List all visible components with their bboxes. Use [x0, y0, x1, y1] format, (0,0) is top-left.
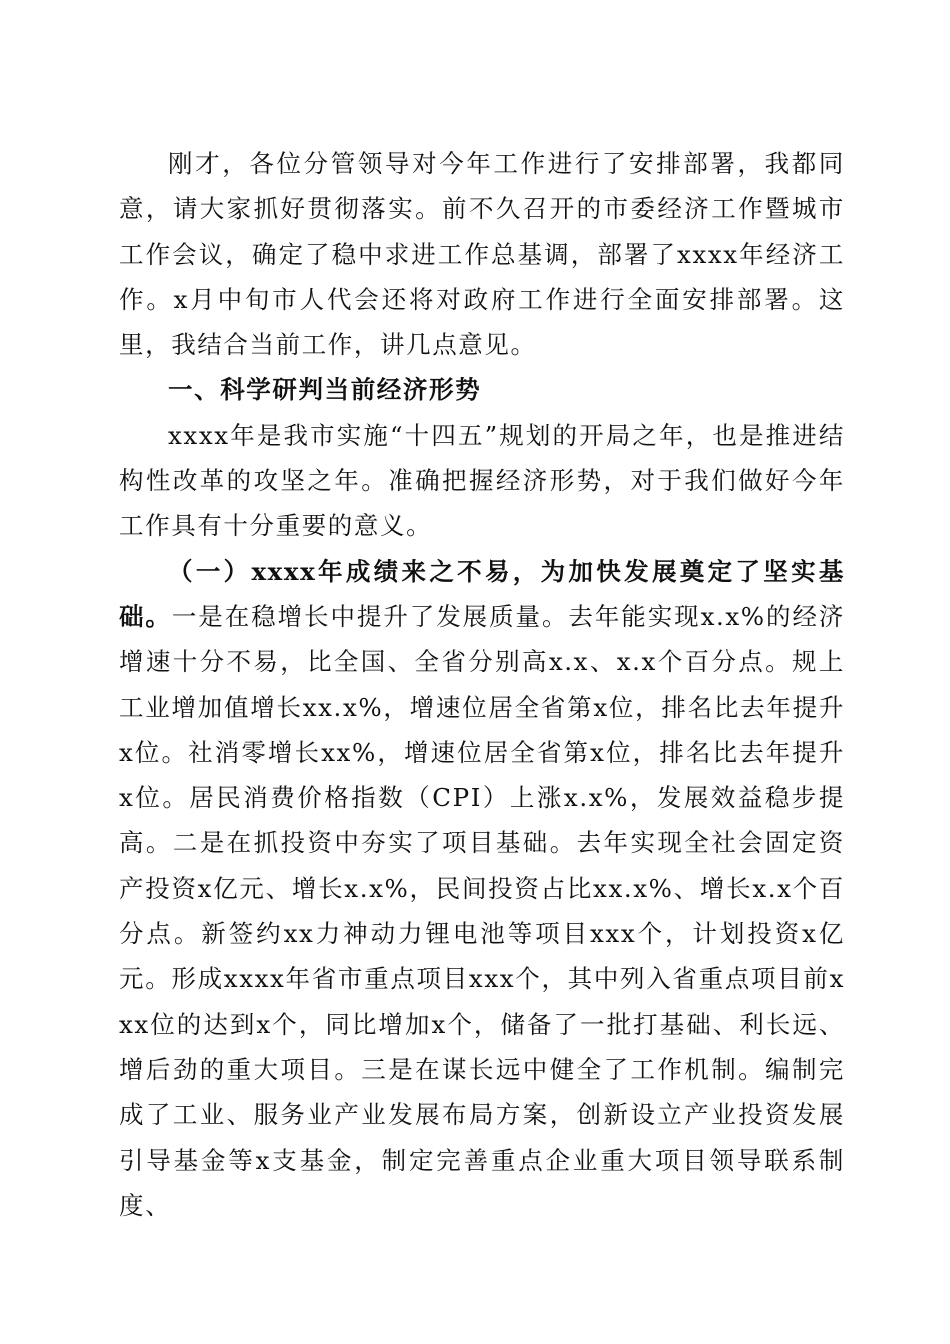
section-paragraph: xxxx年是我市实施“十四五”规划的开局之年，也是推进结构性改革的攻坚之年。准确把握经济形势，对于我们做好今年工作具有十分重要的意义。 — [119, 420, 845, 541]
section-heading: 一、科学研判当前经济形势 — [168, 375, 482, 405]
subsection-heading: （一）xxxx年成绩来之不易，为加快发展奠定了坚实基础。 — [119, 556, 845, 631]
intro-paragraph: 刚才，各位分管领导对今年工作进行了安排部署，我都同意，请大家抓好贯彻落实。前不久召开的市委经济工作暨城市工作会议，确定了稳中求进工作总基调，部署了xxxx年经济工作。x月中旬市人代会还将对政府工作进行全面安排部署。这里，我结合当前工作，讲几点意见。 — [119, 149, 845, 360]
subsection-body: 一是在稳增长中提升了发展质量。去年能实现x.x%的经济增速十分不易，比全国、全省分别高x.x、x.x个百分点。规上工业增加值增长xx.x%，增速位居全省第x位，排名比去年提升x位。社消零增长xx%，增速位居全省第x位，排名比去年提升x位。居民消费价格指数（CPI）上涨x.x%，发展效益稳步提高。二是在抓投资中夯实了项目基础。去年实现全社会固定资产投资x亿元、增长x.x%，民间投资占比xx.x%、增长x.x个百分点。新签约xx力神动力锂电池等项目xxx个，计划投资x亿元。形成xxxx年省市重点项目xxx个，其中列入省重点项目前xxx位的达到x个，同比增加x个，储备了一批打基础、利长远、增后劲的重大项目。三是在谋长远中健全了工作机制。编制完成了工业、服务业产业发展布局方案，创新设立产业投资发展引导基金等x支基金，制定完善重点企业重大项目领导联系制度、 — [119, 601, 845, 1220]
achievement-paragraph — [119, 549, 845, 1228]
document-body — [119, 141, 845, 1228]
